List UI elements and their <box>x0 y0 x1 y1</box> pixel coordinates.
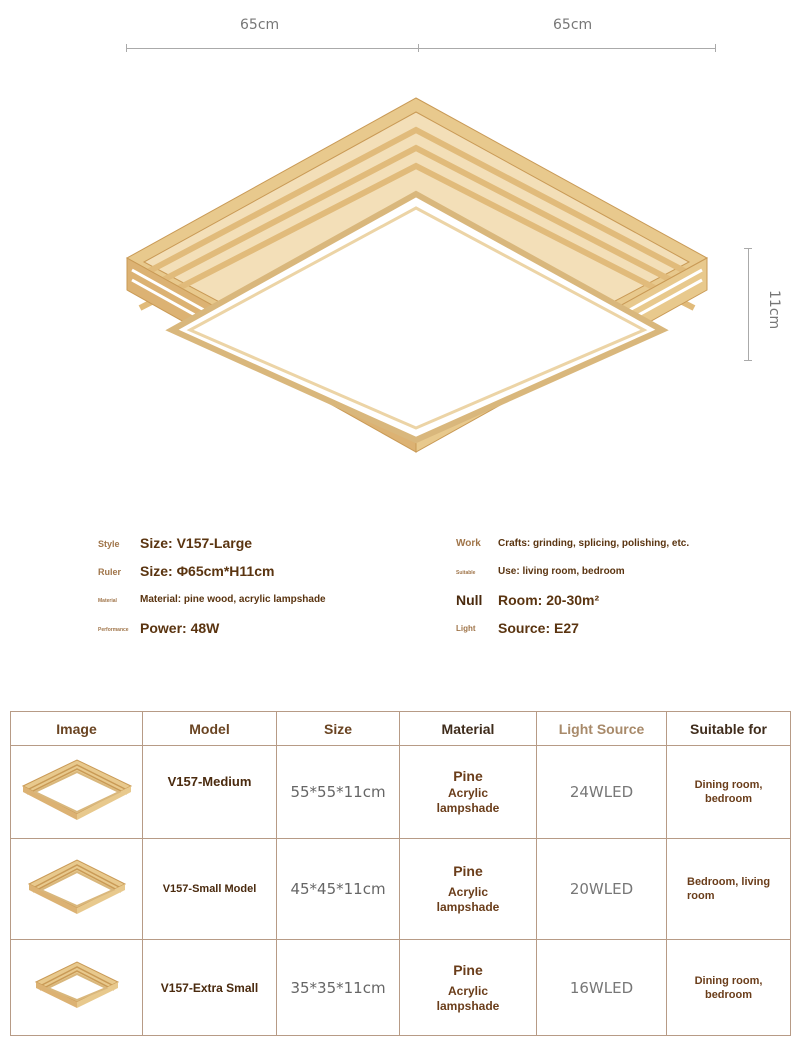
row-material <box>400 940 537 1036</box>
header-image: Image <box>11 712 143 746</box>
spec-value-dimension: Size: Φ65cm*H11cm <box>140 563 275 579</box>
width-label-right: 65cm <box>553 17 593 33</box>
header-material: Material <box>400 712 537 746</box>
material-sub: Acrylic lampshade <box>436 885 500 914</box>
spec-key-suitable: Suitable <box>456 570 476 576</box>
row-suitable-for: Dining room, bedroom <box>667 940 791 1036</box>
row-image-cell <box>11 746 143 839</box>
header-suitable-for: Suitable for <box>667 712 791 746</box>
material-sub: Acrylic lampshade <box>436 786 500 815</box>
lamp-illustration <box>110 90 720 460</box>
row-material <box>400 839 537 940</box>
spec-value-use: Use: living room, bedroom <box>498 566 625 577</box>
spec-key-null: Null <box>456 592 483 608</box>
row-light-source: 16WLED <box>537 940 667 1036</box>
row-model: V157-Medium <box>143 746 277 839</box>
height-tick-bottom <box>744 360 752 361</box>
spec-key-style: Style <box>98 539 120 549</box>
header-size: Size <box>277 712 400 746</box>
row-model: V157-Small Model <box>143 839 277 940</box>
header-model: Model <box>143 712 277 746</box>
table-row <box>11 839 791 940</box>
width-tick-right <box>715 44 716 52</box>
row-light-source: 24WLED <box>537 746 667 839</box>
width-tick-mid <box>418 44 419 52</box>
row-size: 55*55*11cm <box>277 746 400 839</box>
row-suitable-for: Dining room, bedroom <box>667 746 791 839</box>
table-row <box>11 746 791 839</box>
spec-key-work: Work <box>456 538 481 549</box>
spec-key-ruler: Ruler <box>98 567 122 577</box>
spec-value-power: Power: 48W <box>140 620 220 636</box>
row-image-cell <box>11 940 143 1036</box>
row-image-cell <box>11 839 143 940</box>
material-main: Pine <box>453 768 483 784</box>
spec-value-room: Room: 20-30m² <box>498 592 600 608</box>
model-table <box>10 711 791 1036</box>
row-material <box>400 746 537 839</box>
height-label: 11cm <box>766 290 782 330</box>
height-tick-top <box>744 248 752 249</box>
spec-value-crafts: Crafts: grinding, splicing, polishing, etc. <box>498 538 690 549</box>
spec-value-source: Source: E27 <box>498 620 579 636</box>
spec-key-light: Light <box>456 624 476 633</box>
material-main: Pine <box>453 863 483 879</box>
lamp-thumbnail-medium <box>21 756 133 824</box>
row-size: 45*45*11cm <box>277 839 400 940</box>
table-header-row <box>11 712 791 746</box>
lamp-thumbnail-extra-small <box>34 958 120 1012</box>
spec-value-material: Material: pine wood, acrylic lampshade <box>140 594 326 605</box>
spec-key-performance: Performance <box>98 627 129 633</box>
material-sub: Acrylic lampshade <box>436 983 500 1013</box>
row-model: V157-Extra Small <box>143 940 277 1036</box>
spec-value-size: Size: V157-Large <box>140 535 253 551</box>
table-row <box>11 940 791 1036</box>
material-main: Pine <box>453 961 483 978</box>
header-light-source: Light Source <box>537 712 667 746</box>
row-light-source: 20WLED <box>537 839 667 940</box>
width-tick-left <box>126 44 127 52</box>
height-dimension-line <box>748 248 749 360</box>
row-suitable-for: Bedroom, living room <box>667 839 791 940</box>
width-dimension-line <box>126 48 716 49</box>
width-label-left: 65cm <box>240 17 280 33</box>
lamp-thumbnail-small <box>27 856 127 918</box>
row-size: 35*35*11cm <box>277 940 400 1036</box>
spec-key-material: Material <box>98 598 117 604</box>
